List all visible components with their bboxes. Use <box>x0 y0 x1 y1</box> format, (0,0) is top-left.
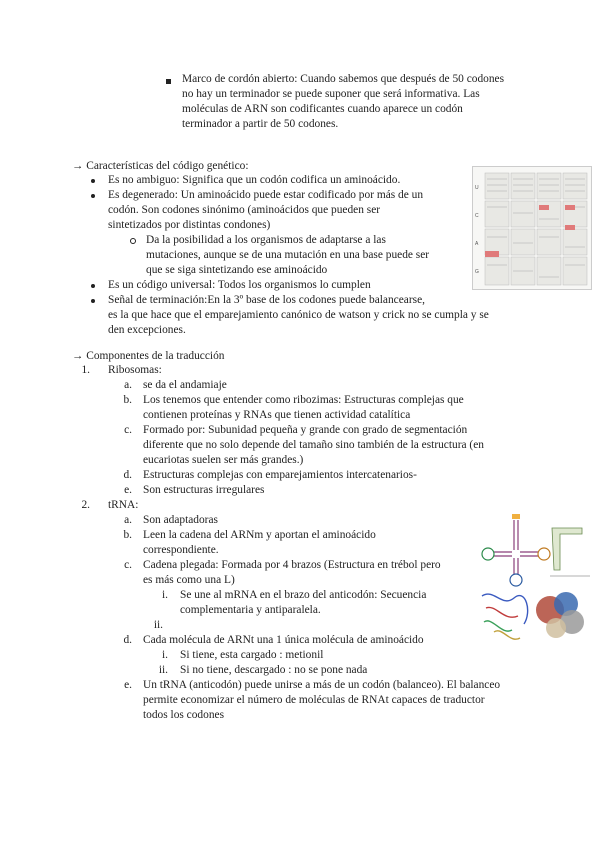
sub-line-3: que se siga sintetizando ese aminoácido <box>146 264 328 276</box>
list-marker: d. <box>123 469 132 481</box>
list-number: 1. <box>81 364 90 376</box>
list-marker: b. <box>123 394 132 406</box>
list-marker: d. <box>123 634 132 646</box>
trna-c-line-2: es más como una L) <box>143 574 235 586</box>
list-marker: a. <box>124 514 132 526</box>
ribosomas-b-line-2: contienen proteínas y RNAs que tienen actividad catalítica <box>143 409 411 421</box>
trna-d-ii-text: Si no tiene, descargado : no se pone nada <box>180 664 368 676</box>
trna-label: tRNA: <box>108 499 139 511</box>
terminacion-line-1: Señal de terminación:En la 3º base de los codones puede balancearse, <box>108 294 425 306</box>
list-marker: c. <box>124 424 132 436</box>
list-marker: b. <box>123 529 132 541</box>
ribosomas-label: Ribosomas: <box>108 364 162 376</box>
circle-bullet-icon <box>130 238 136 244</box>
svg-text:U: U <box>475 185 479 191</box>
list-marker: ii. <box>158 664 168 676</box>
ribosomas-c-line-1: Formado por: Subunidad pequeña y grande con grado de segmentación <box>143 424 468 436</box>
ribosomas-a-text: se da el andamiaje <box>143 379 227 391</box>
list-marker: a. <box>124 379 132 391</box>
ribosomas-e-text: Son estructuras irregulares <box>143 484 265 496</box>
list-marker: c. <box>124 559 132 571</box>
orf-line-3: moléculas de ARN son codificantes cuando aparece un codón <box>182 103 463 115</box>
ribosomas-b-line-1: Los tenemos que entender como ribozimas: Estructuras complejas que <box>143 394 464 406</box>
orf-line-2: no hay un terminador se puede suponer que será informativa. Las <box>182 88 480 100</box>
degenerado-line-2: codón. Son codones sinónimo (aminoácidos que pueden ser <box>108 204 381 216</box>
dot-bullet-icon <box>91 299 95 303</box>
trna-e-line-3: todos los codones <box>143 709 224 721</box>
trna-e-line-2: permite economizar el número de moléculas de RNAt capaces de traductor <box>143 694 485 706</box>
trna-structure-figure <box>474 512 592 652</box>
caracteristicas-heading: → Características del código genético: <box>72 160 249 172</box>
trna-c-i-line-2: complementaria y antiparalela. <box>180 604 321 616</box>
svg-text:A: A <box>475 241 479 247</box>
no-ambiguo-text: Es no ambiguo: Significa que un codón codifica un aminoácido. <box>108 174 401 186</box>
ribosomas-d-text: Estructuras complejas con emparejamientos intercatenarios- <box>143 469 417 481</box>
trna-a-text: Son adaptadoras <box>143 514 218 526</box>
sub-line-1: Da la posibilidad a los organismos de adaptarse a las <box>146 234 386 246</box>
orf-line-1: Marco de cordón abierto: Cuando sabemos que después de 50 codones <box>182 73 505 85</box>
trna-c-i-line-1: Se une al mRNA en el brazo del anticodón: Secuencia <box>180 589 427 601</box>
ribosomas-c-line-2: diferente que no solo depende del tamaño sino también de la estructura (en <box>143 439 484 451</box>
sub-line-2: mutaciones, aunque se de una mutación en una base puede ser <box>146 249 430 261</box>
trna-c-line-1: Cadena plegada: Formada por 4 brazos (Estructura en trébol pero <box>143 559 441 571</box>
codon-table-figure <box>472 166 592 290</box>
ribosomas-c-line-3: eucariotas suelen ser más grandes.) <box>143 454 304 466</box>
trna-b-line-2: correspondiente. <box>143 544 219 556</box>
list-marker: e. <box>124 679 132 691</box>
list-marker: e. <box>124 484 132 496</box>
codon-table-graphic <box>473 167 591 289</box>
terminacion-line-3: den excepciones. <box>108 324 186 336</box>
list-marker: i. <box>161 589 168 601</box>
list-number: 2. <box>81 499 90 511</box>
universal-text: Es un código universal: Todos los organismos lo cumplen <box>108 279 371 291</box>
terminacion-line-2: es la que hace que el emparejamiento canónico de watson y crick no se cumpla y se <box>108 309 489 321</box>
svg-text:C: C <box>475 213 479 219</box>
list-marker: i. <box>161 649 168 661</box>
dot-bullet-icon <box>91 284 95 288</box>
square-bullet-icon <box>166 79 171 84</box>
componentes-heading: → Componentes de la traducción <box>72 350 225 362</box>
degenerado-line-3: sintetizados por distintas condones) <box>108 219 271 231</box>
trna-cloverleaf-graphic <box>474 512 592 652</box>
list-marker: ii. <box>153 619 163 631</box>
trna-b-line-1: Leen la cadena del ARNm y aportan el aminoácido <box>143 529 376 541</box>
trna-e-line-1: Un tRNA (anticodón) puede unirse a más de un codón (balanceo). El balanceo <box>143 679 501 691</box>
dot-bullet-icon <box>91 179 95 183</box>
trna-d-i-text: Si tiene, esta cargado : metionil <box>180 649 324 661</box>
dot-bullet-icon <box>91 194 95 198</box>
degenerado-line-1: Es degenerado: Un aminoácido puede estar codificado por más de un <box>108 189 424 201</box>
orf-line-4: terminador a partir de 50 codones. <box>182 118 339 130</box>
svg-text:G: G <box>475 269 479 275</box>
trna-d-text: Cada molécula de ARNt una 1 única molécula de aminoácido <box>143 634 424 646</box>
